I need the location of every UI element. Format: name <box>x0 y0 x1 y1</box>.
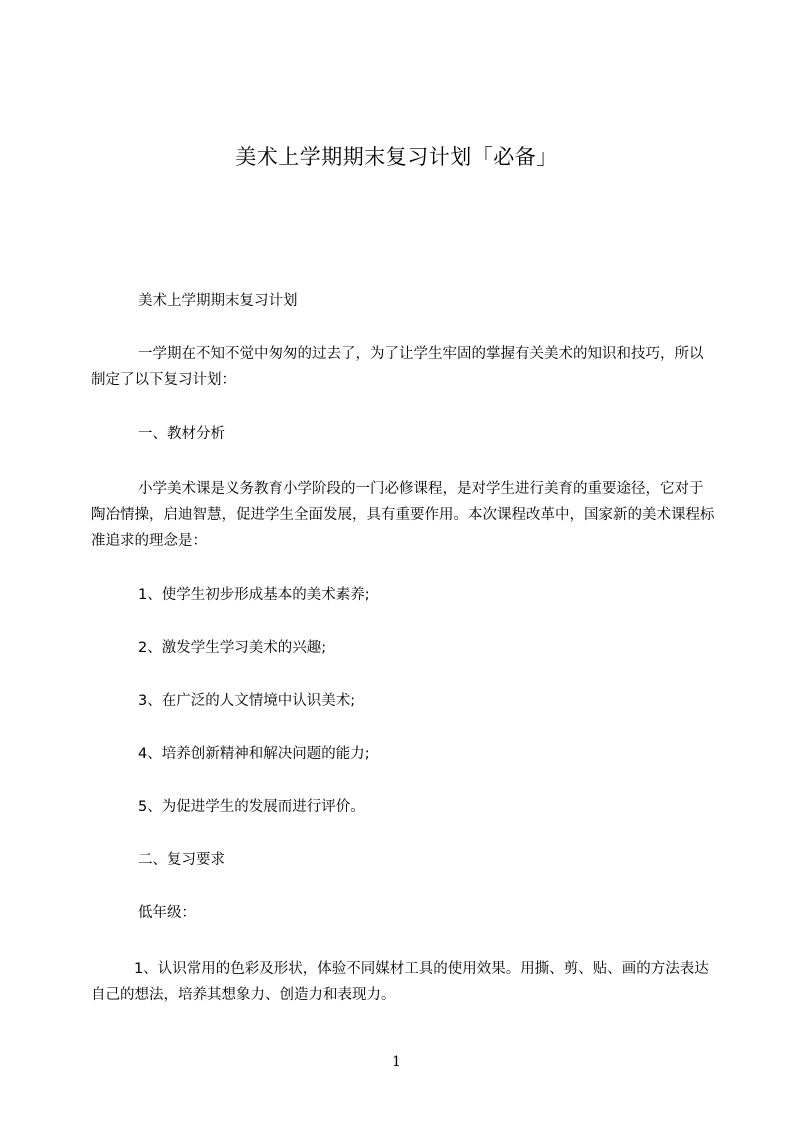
list-item: 5、为促进学生的发展而进行评价。 <box>138 799 365 815</box>
section-heading-1: 一、教材分析 <box>138 426 225 442</box>
grade-label: 低年级： <box>138 905 196 921</box>
page-number: 1 <box>392 1054 401 1070</box>
list-item: 4、培养创新精神和解决问题的能力; <box>138 746 370 762</box>
subtitle: 美术上学期期末复习计划 <box>138 293 298 309</box>
section-heading-2: 二、复习要求 <box>138 852 225 868</box>
list-item: 1、使学生初步形成基本的美术素养; <box>138 587 370 603</box>
list-item: 2、激发学生学习美术的兴趣; <box>138 640 327 656</box>
intro-paragraph: 一学期在不知不觉中匆匆的过去了，为了让学生牢固的掌握有关美术的知识和技巧，所以制定了以下复习计划： <box>91 346 704 388</box>
list-item: 3、在广泛的人文情境中认识美术; <box>138 693 356 709</box>
page-title: 美术上学期期末复习计划「必备」 <box>235 145 558 169</box>
analysis-paragraph: 小学美术课是义务教育小学阶段的一门必修课程，是对学生进行美育的重要途径，它对于陶冶情操，启迪智慧，促进学生全面发展，具有重要作用。本次课程改革中，国家新的美术课程标准追求的理念是： <box>91 481 715 549</box>
requirement-paragraph: 1、认识常用的色彩及形状，体验不同媒材工具的使用效果。用撕、剪、贴、画的方法表达自己的想法，培养其想象力、创造力和表现力。 <box>91 961 709 1003</box>
